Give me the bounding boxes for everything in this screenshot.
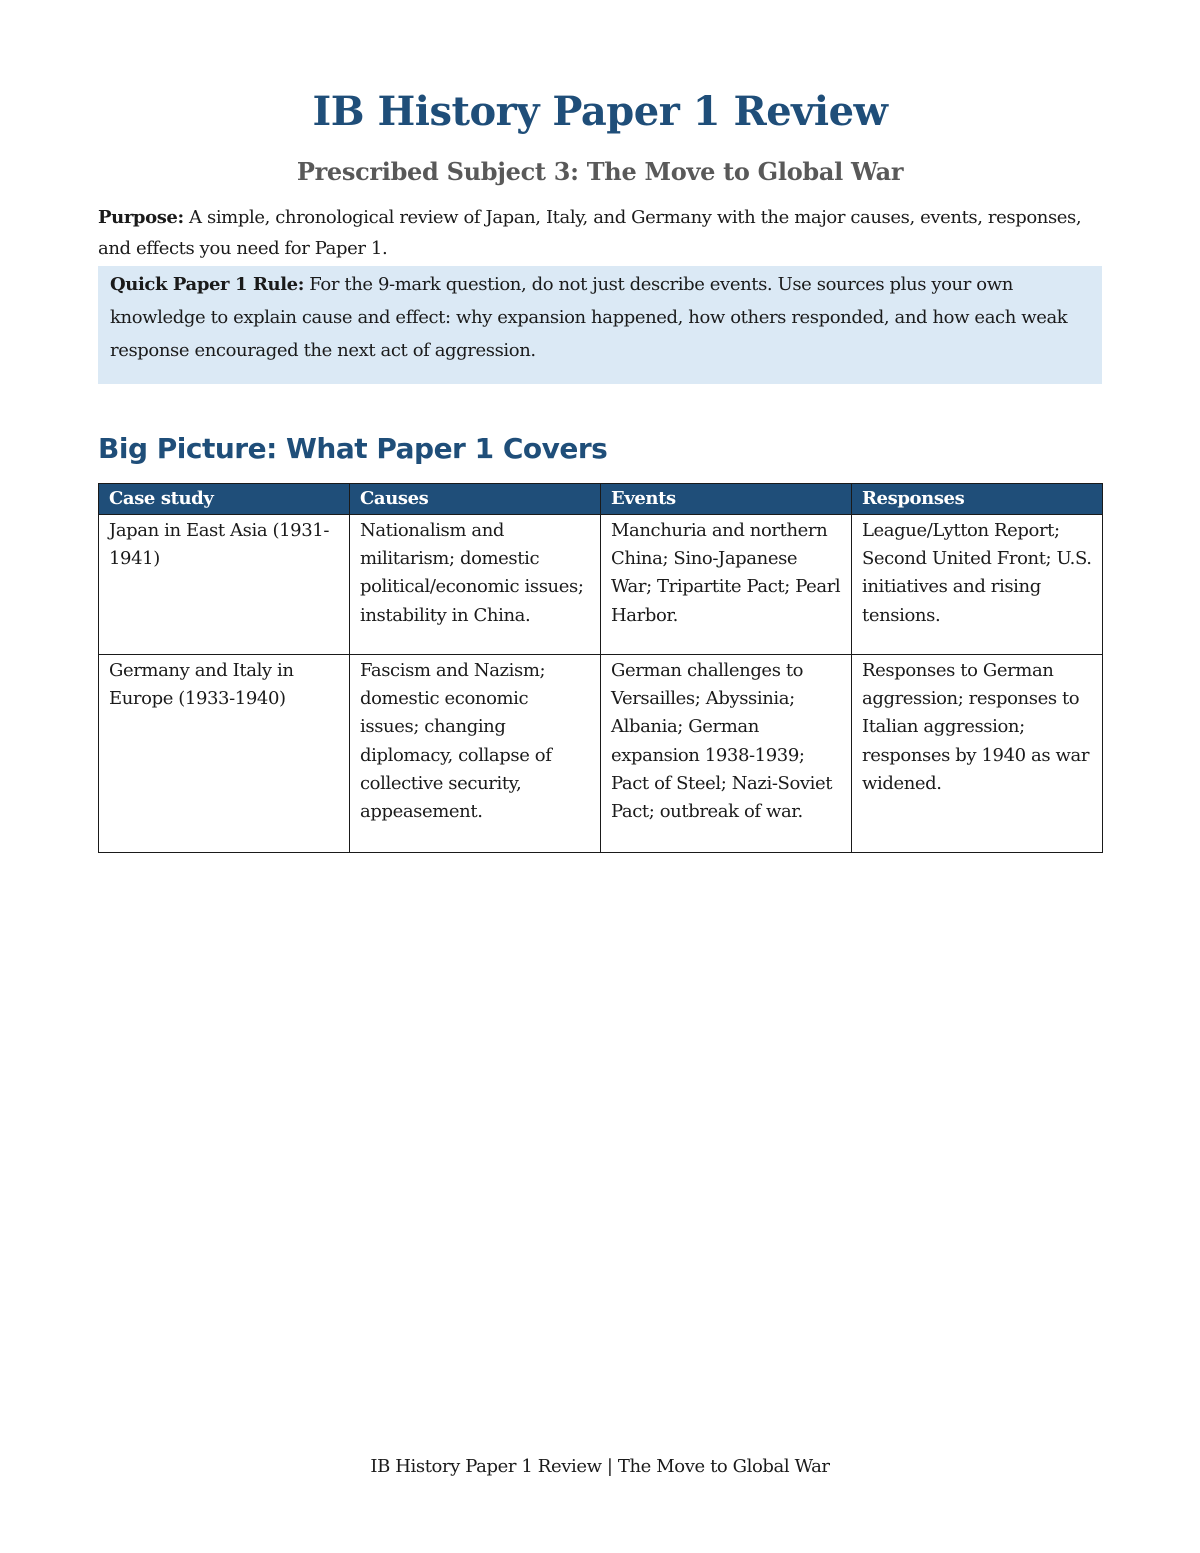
cell-case-study: Japan in East Asia (1931-1941)	[99, 515, 350, 655]
cell-causes: Fascism and Nazism; domestic economic issues; changing diplomacy, collapse of collective security, appeasement.	[350, 655, 601, 853]
cell-case-study: Germany and Italy in Europe (1933-1940)	[99, 655, 350, 853]
header-causes: Causes	[350, 484, 601, 515]
header-events: Events	[601, 484, 852, 515]
purpose-paragraph	[98, 202, 1102, 264]
page-footer: IB History Paper 1 Review | The Move to Global War	[370, 1456, 830, 1477]
table-row	[99, 655, 1103, 853]
cell-events: Manchuria and northern China; Sino-Japanese War; Tripartite Pact; Pearl Harbor.	[601, 515, 852, 655]
overview-table	[98, 483, 1103, 853]
document-title: IB History Paper 1 Review	[312, 88, 888, 135]
cell-responses: League/Lytton Report; Second United Front; U.S. initiatives and rising tensions.	[852, 515, 1103, 655]
quick-rule-callout	[98, 266, 1102, 384]
purpose-label: Purpose:	[98, 207, 184, 228]
header-case-study: Case study	[99, 484, 350, 515]
document-subtitle: Prescribed Subject 3: The Move to Global War	[296, 157, 904, 186]
cell-causes: Nationalism and militarism; domestic political/economic issues; instability in China.	[350, 515, 601, 655]
table-header-row	[99, 484, 1103, 515]
cell-responses: Responses to German aggression; responses to Italian aggression; responses by 1940 as war widened.	[852, 655, 1103, 853]
section-heading-big-picture: Big Picture: What Paper 1 Covers	[98, 432, 608, 465]
rule-text: For the 9-mark question, do not just describe events. Use sources plus your own knowledge to explain cause and effect: why expansion happened, how others responded, and how each weak response encouraged the next act of aggression.	[110, 274, 1068, 361]
purpose-text: A simple, chronological review of Japan, Italy, and Germany with the major causes, events, responses, and effects you need for Paper 1.	[98, 207, 1082, 259]
table-row	[99, 515, 1103, 655]
header-responses: Responses	[852, 484, 1103, 515]
rule-label: Quick Paper 1 Rule:	[110, 274, 304, 295]
cell-events: German challenges to Versailles; Abyssinia; Albania; German expansion 1938-1939; Pact of Steel; Nazi-Soviet Pact; outbreak of war.	[601, 655, 852, 853]
